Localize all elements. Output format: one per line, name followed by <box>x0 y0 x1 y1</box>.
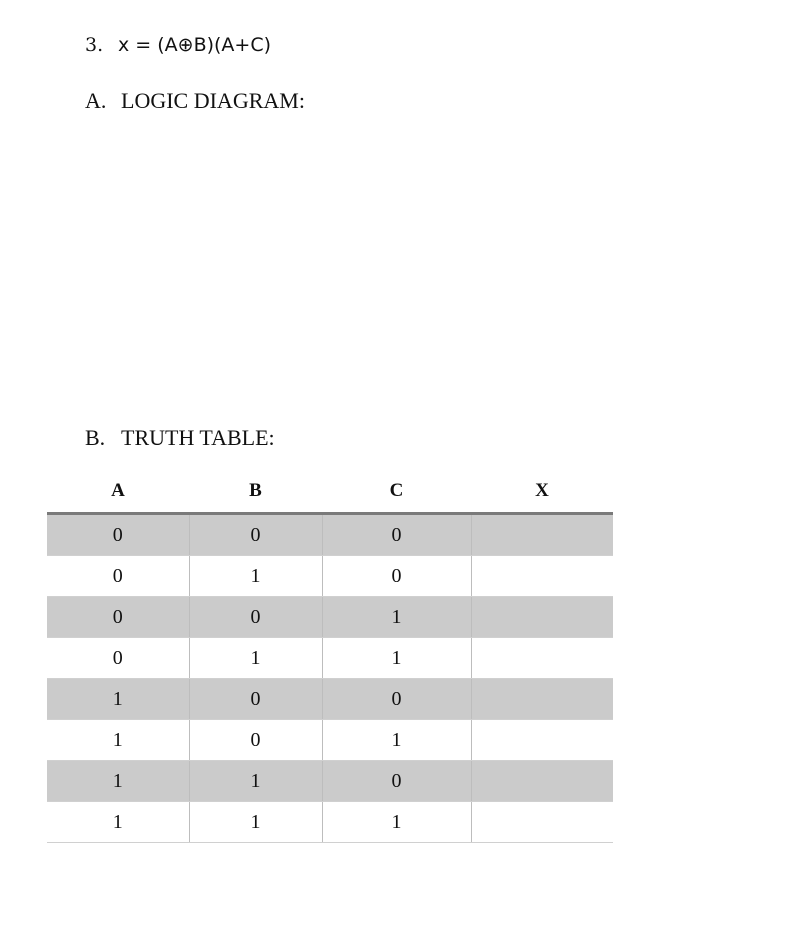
cell-a: 0 <box>47 597 189 638</box>
header-b: B <box>189 470 322 514</box>
table-row <box>47 514 613 556</box>
cell-x[interactable] <box>471 514 613 556</box>
boolean-expression: x = (A⊕B)(A+C) <box>118 34 272 56</box>
section-truth-table <box>85 423 275 453</box>
truth-table-header-row <box>47 470 613 514</box>
cell-b: 0 <box>189 720 322 761</box>
header-c: C <box>322 470 471 514</box>
table-row <box>47 802 613 843</box>
cell-b: 0 <box>189 679 322 720</box>
cell-x[interactable] <box>471 679 613 720</box>
section-logic-diagram <box>85 86 305 116</box>
cell-c: 1 <box>322 638 471 679</box>
problem-statement <box>85 29 271 60</box>
section-a-letter: A. <box>85 88 107 113</box>
table-row <box>47 638 613 679</box>
table-row <box>47 720 613 761</box>
cell-b: 1 <box>189 638 322 679</box>
cell-c: 1 <box>322 802 471 843</box>
cell-b: 0 <box>189 597 322 638</box>
cell-a: 0 <box>47 514 189 556</box>
table-row <box>47 761 613 802</box>
cell-c: 0 <box>322 556 471 597</box>
table-row <box>47 556 613 597</box>
cell-x[interactable] <box>471 720 613 761</box>
cell-c: 1 <box>322 597 471 638</box>
cell-a: 0 <box>47 638 189 679</box>
table-row <box>47 597 613 638</box>
logic-diagram-blank-area <box>85 125 705 405</box>
section-b-letter: B. <box>85 425 106 450</box>
cell-x[interactable] <box>471 761 613 802</box>
cell-c: 0 <box>322 514 471 556</box>
cell-b: 1 <box>189 761 322 802</box>
cell-b: 0 <box>189 514 322 556</box>
cell-b: 1 <box>189 556 322 597</box>
section-a-title: LOGIC DIAGRAM: <box>121 88 305 113</box>
cell-c: 1 <box>322 720 471 761</box>
section-b-title: TRUTH TABLE: <box>121 425 275 450</box>
cell-a: 1 <box>47 679 189 720</box>
header-a: A <box>47 470 189 514</box>
cell-x[interactable] <box>471 638 613 679</box>
cell-a: 1 <box>47 802 189 843</box>
cell-c: 0 <box>322 761 471 802</box>
cell-x[interactable] <box>471 597 613 638</box>
cell-x[interactable] <box>471 556 613 597</box>
cell-x[interactable] <box>471 802 613 843</box>
cell-a: 1 <box>47 761 189 802</box>
truth-table <box>47 470 613 843</box>
header-x: X <box>471 470 613 514</box>
cell-b: 1 <box>189 802 322 843</box>
cell-a: 1 <box>47 720 189 761</box>
cell-a: 0 <box>47 556 189 597</box>
table-row <box>47 679 613 720</box>
cell-c: 0 <box>322 679 471 720</box>
problem-number: 3. <box>85 34 104 56</box>
